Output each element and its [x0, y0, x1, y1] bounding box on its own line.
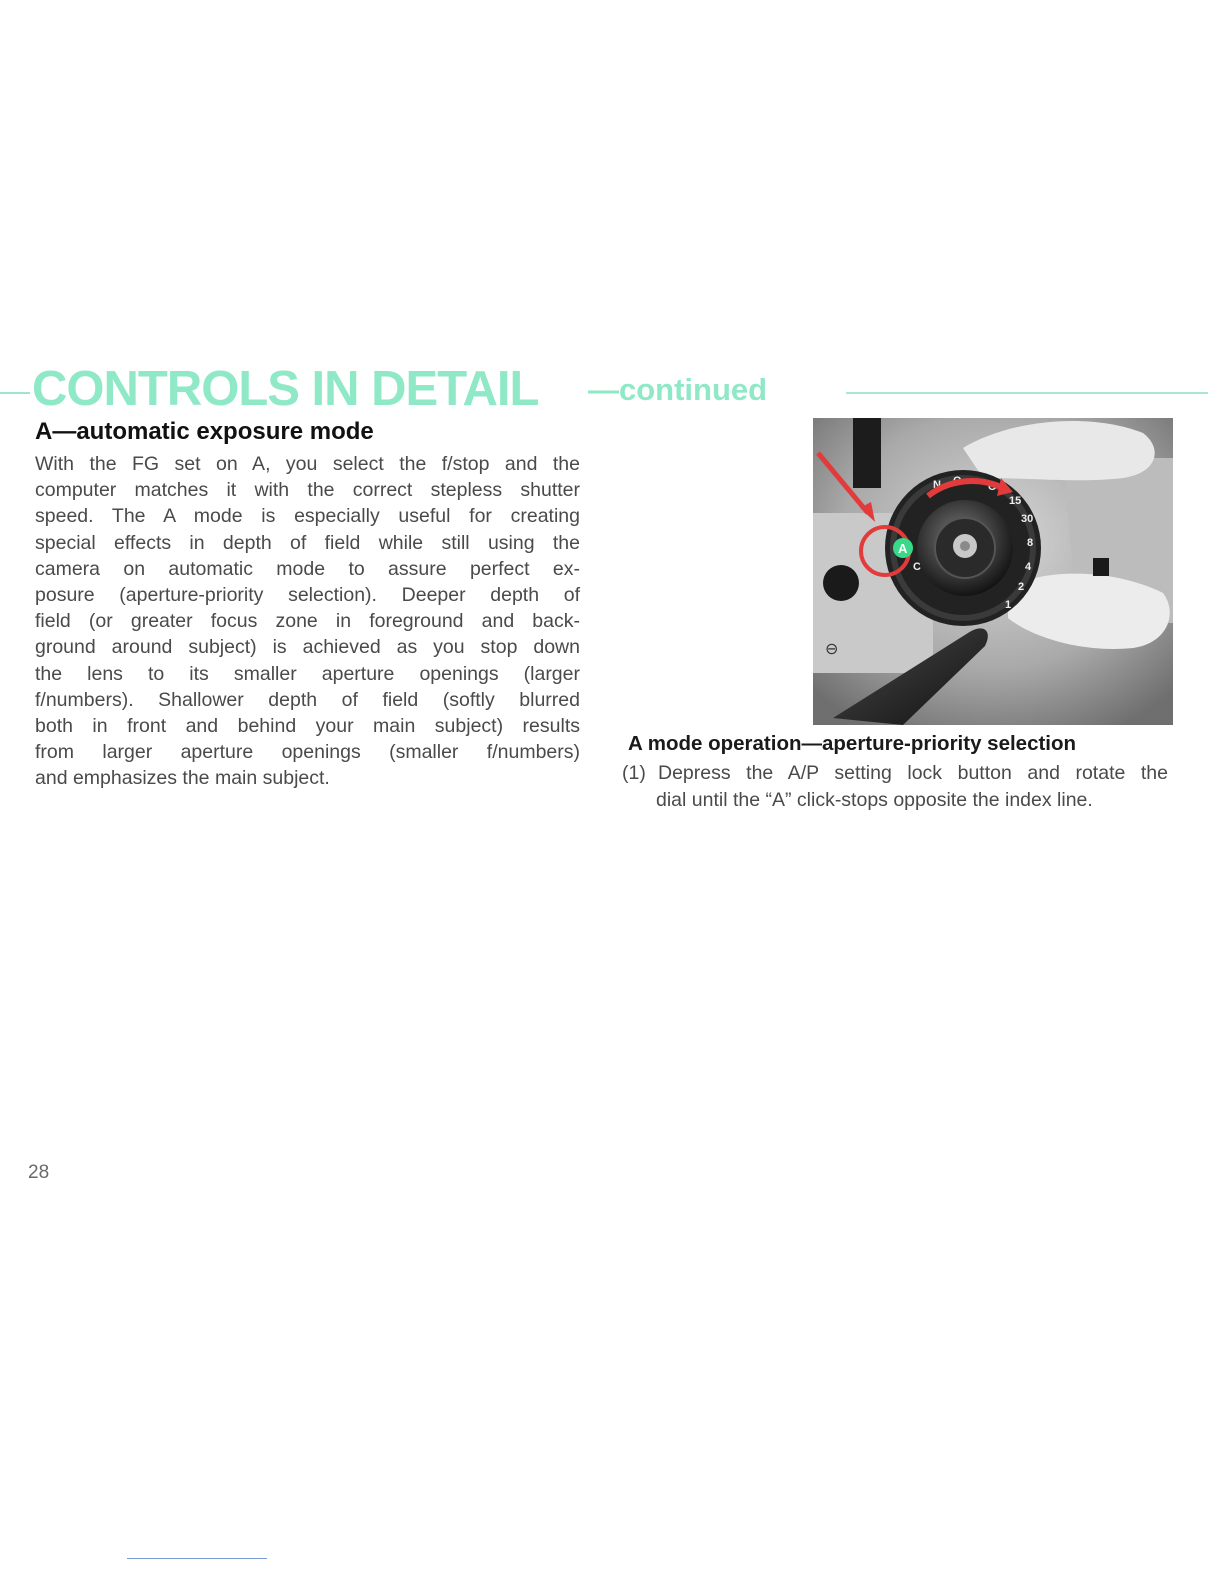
body-line: both in front and behind your main subject) results [35, 714, 580, 737]
small-control-knob [823, 565, 859, 601]
svg-text:C: C [913, 561, 921, 573]
step-text-line: dial until the “A” click-stops opposite the index line. [656, 789, 1093, 811]
header-rule-right [846, 392, 1208, 394]
rewind-crank-post [853, 418, 881, 488]
section-heading: A—automatic exposure mode [35, 418, 374, 445]
svg-text:1: 1 [1005, 599, 1012, 611]
body-line: field (or greater focus zone in foreground and back- [35, 610, 580, 633]
body-line: camera on automatic mode to assure perfect ex- [35, 557, 580, 580]
camera-dial-photo [813, 418, 1173, 725]
step-number: (1) [622, 762, 646, 784]
section-body [35, 451, 580, 791]
body-line: With the FG set on A, you select the f/stop and the [35, 453, 580, 475]
svg-text:2: 2 [1018, 581, 1025, 593]
body-line: computer matches it with the correct stepless shutter [35, 479, 580, 502]
svg-text:15: 15 [1009, 495, 1022, 507]
focal-plane-mark: ⊖ [825, 639, 839, 658]
svg-text:30: 30 [1021, 513, 1034, 525]
body-line: posure (aperture-priority selection). Deeper depth of [35, 583, 580, 606]
svg-text:8: 8 [1027, 537, 1034, 549]
step-text-line: Depress the A/P setting lock button and rotate the [658, 762, 1168, 784]
a-mode-letter: A [898, 541, 908, 556]
header-rule-left [0, 392, 30, 394]
svg-text:O: O [988, 481, 997, 493]
body-line: ground around subject) is achieved as you stop down [35, 636, 580, 659]
svg-text:N: N [933, 479, 941, 491]
lock-button-center [960, 541, 970, 551]
body-line: from larger aperture openings (smaller f/numbers) [35, 741, 580, 764]
shutter-indicator [1093, 558, 1109, 576]
svg-text:O: O [953, 475, 962, 487]
body-line: and emphasizes the main subject. [35, 767, 330, 790]
header-title: CONTROLS IN DETAIL [32, 362, 539, 416]
svg-text:4: 4 [1025, 561, 1032, 573]
body-line: speed. The A mode is especially useful for creating [35, 505, 580, 528]
header-continued: —continued [588, 372, 768, 407]
caption-title: A mode operation—aperture-priority selection [628, 732, 1077, 755]
body-line: special effects in depth of field while still using the [35, 531, 580, 554]
body-line: the lens to its smaller aperture openings (larger [35, 662, 580, 685]
page-number: 28 [28, 1162, 50, 1183]
footer-rule [127, 1558, 267, 1559]
body-line: f/numbers). Shallower depth of field (softly blurred [35, 688, 580, 711]
